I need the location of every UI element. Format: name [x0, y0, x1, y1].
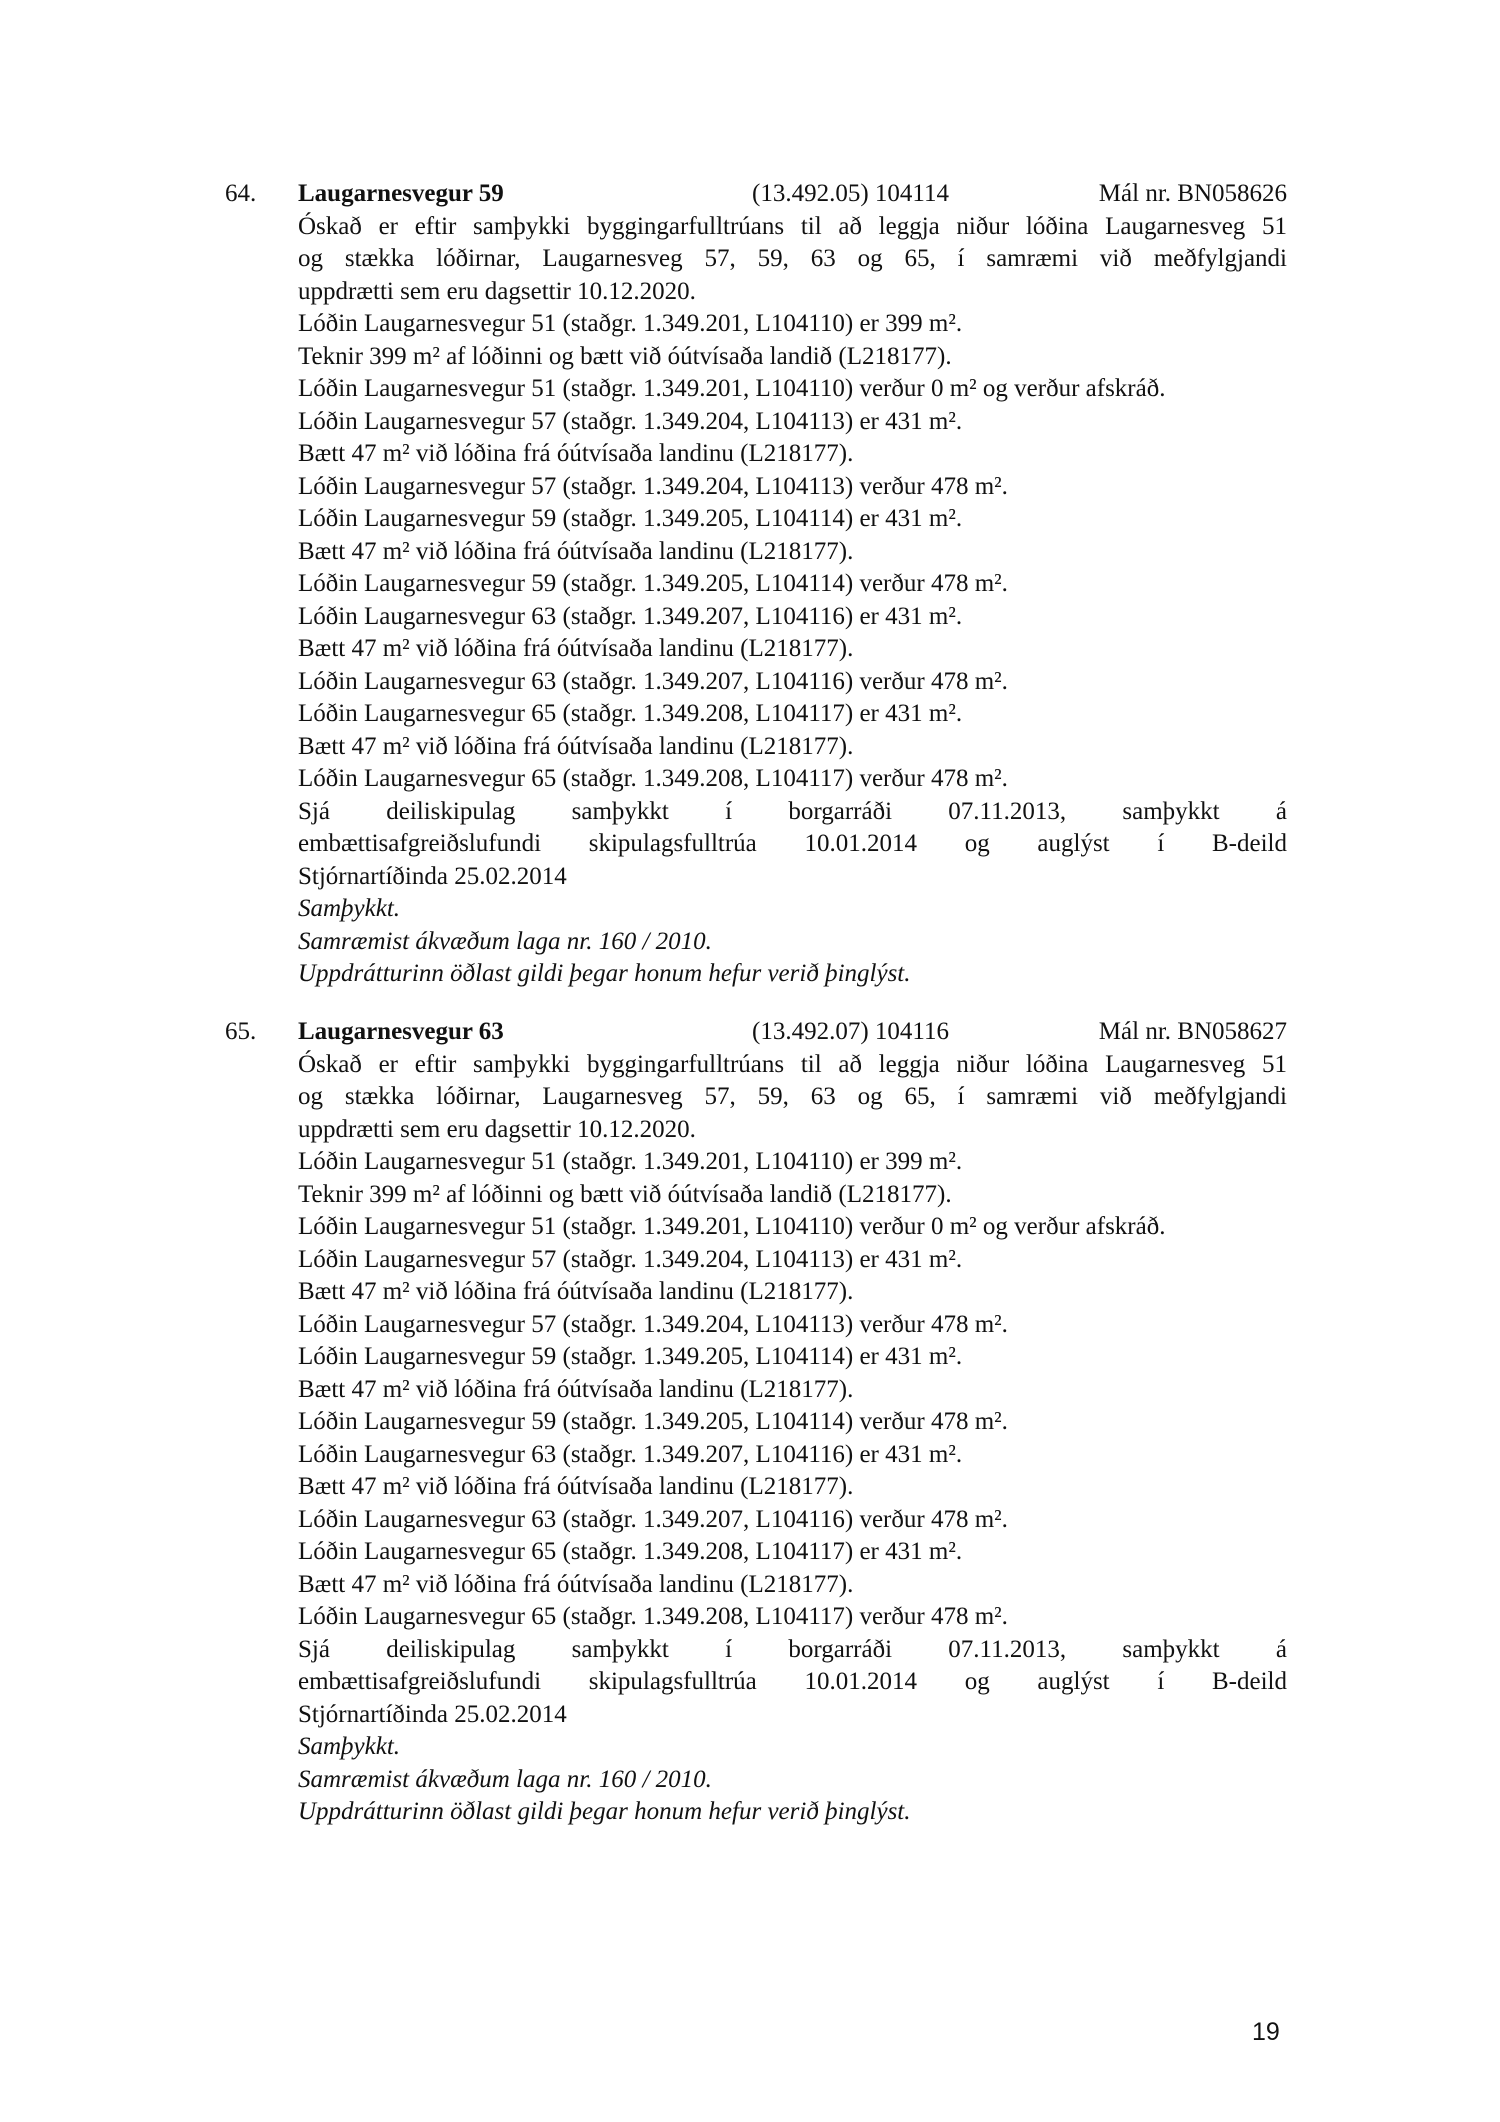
- lot-line: Lóðin Laugarnesvegur 51 (staðgr. 1.349.201, L104110) verður 0 m² og verður afskráð.: [298, 375, 1166, 402]
- lot-line: Bætt 47 m² við lóðina frá óútvísaða landinu (L218177).: [298, 1570, 854, 1598]
- property-ids: (13.492.05) 104114: [752, 180, 949, 207]
- case-title: Laugarnesvegur 59: [298, 180, 504, 207]
- page-number: 19: [1252, 2018, 1280, 2046]
- plan-line: embættisafgreiðslufundi skipulagsfulltrúa 10.01.2014 og auglýst í B-deild: [298, 1668, 1287, 1695]
- lot-line: Lóðin Laugarnesvegur 63 (staðgr. 1.349.207, L104116) er 431 m².: [298, 1440, 963, 1468]
- lot-line: Lóðin Laugarnesvegur 51 (staðgr. 1.349.201, L104110) er 399 m².: [298, 310, 963, 337]
- lot-line: Bætt 47 m² við lóðina frá óútvísaða landinu (L218177).: [298, 635, 854, 662]
- lot-line: Lóðin Laugarnesvegur 59 (staðgr. 1.349.205, L104114) verður 478 m².: [298, 570, 1008, 597]
- plan-line: Stjórnartíðinda 25.02.2014: [298, 1700, 567, 1728]
- request-line: og stækka lóðirnar, Laugarnesveg 57, 59, 63 og 65, í samræmi við meðfylgjandi: [298, 1083, 1287, 1110]
- lot-line: Lóðin Laugarnesvegur 63 (staðgr. 1.349.207, L104116) verður 478 m².: [298, 667, 1008, 695]
- lot-line: Lóðin Laugarnesvegur 51 (staðgr. 1.349.201, L104110) er 399 m².: [298, 1148, 963, 1175]
- validity-text: Uppdrátturinn öðlast gildi þegar honum hefur verið þinglýst.: [298, 960, 911, 987]
- lot-line: Bætt 47 m² við lóðina frá óútvísaða landinu (L218177).: [298, 1375, 854, 1403]
- lot-line: Bætt 47 m² við lóðina frá óútvísaða landinu (L218177).: [298, 440, 854, 467]
- law-text: Samræmist ákvæðum laga nr. 160 / 2010.: [298, 1765, 712, 1793]
- plan-line: embættisafgreiðslufundi skipulagsfulltrúa 10.01.2014 og auglýst í B-deild: [298, 830, 1287, 857]
- lot-line: Lóðin Laugarnesvegur 59 (staðgr. 1.349.205, L104114) verður 478 m².: [298, 1408, 1008, 1435]
- case-number: 65.: [225, 1018, 257, 1045]
- lot-line: Bætt 47 m² við lóðina frá óútvísaða landinu (L218177).: [298, 732, 854, 760]
- lot-line: Lóðin Laugarnesvegur 51 (staðgr. 1.349.201, L104110) verður 0 m² og verður afskráð.: [298, 1213, 1166, 1240]
- lot-line: Lóðin Laugarnesvegur 57 (staðgr. 1.349.204, L104113) verður 478 m².: [298, 472, 1008, 500]
- lot-line: Lóðin Laugarnesvegur 63 (staðgr. 1.349.207, L104116) er 431 m².: [298, 602, 963, 630]
- case-body: [298, 211, 1287, 991]
- lot-line: Lóðin Laugarnesvegur 59 (staðgr. 1.349.205, L104114) er 431 m².: [298, 1343, 963, 1370]
- plan-line: Sjá deiliskipulag samþykkt í borgarráði 07.11.2013, samþykkt á: [298, 1635, 1287, 1663]
- lot-line: Bætt 47 m² við lóðina frá óútvísaða landinu (L218177).: [298, 1278, 854, 1305]
- request-line: Óskað er eftir samþykki byggingarfulltrúans til að leggja niður lóðina Laugarnesveg 51: [298, 1050, 1287, 1078]
- request-line: uppdrætti sem eru dagsettir 10.12.2020.: [298, 1115, 696, 1143]
- case-body: [298, 1049, 1287, 1829]
- plan-line: Stjórnartíðinda 25.02.2014: [298, 862, 567, 890]
- lot-line: Lóðin Laugarnesvegur 59 (staðgr. 1.349.205, L104114) er 431 m².: [298, 505, 963, 532]
- request-line: og stækka lóðirnar, Laugarnesveg 57, 59, 63 og 65, í samræmi við meðfylgjandi: [298, 245, 1287, 272]
- case-reference: Mál nr. BN058626: [1098, 180, 1287, 207]
- decision-text: Samþykkt.: [298, 895, 401, 922]
- property-ids: (13.492.07) 104116: [752, 1018, 949, 1045]
- lot-line: Bætt 47 m² við lóðina frá óútvísaða landinu (L218177).: [298, 537, 854, 565]
- law-text: Samræmist ákvæðum laga nr. 160 / 2010.: [298, 927, 712, 955]
- decision-text: Samþykkt.: [298, 1733, 401, 1760]
- case-64: [225, 178, 1287, 991]
- case-header: [225, 1016, 1287, 1049]
- lot-line: Teknir 399 m² af lóðinni og bætt við óútvísaða landið (L218177).: [298, 1180, 952, 1208]
- lot-line: Lóðin Laugarnesvegur 57 (staðgr. 1.349.204, L104113) verður 478 m².: [298, 1310, 1008, 1338]
- lot-line: Lóðin Laugarnesvegur 63 (staðgr. 1.349.207, L104116) verður 478 m².: [298, 1505, 1008, 1533]
- request-line: Óskað er eftir samþykki byggingarfulltrúans til að leggja niður lóðina Laugarnesveg 51: [298, 212, 1287, 240]
- request-line: uppdrætti sem eru dagsettir 10.12.2020.: [298, 277, 696, 305]
- lot-line: Teknir 399 m² af lóðinni og bætt við óútvísaða landið (L218177).: [298, 342, 952, 370]
- case-title: Laugarnesvegur 63: [298, 1018, 504, 1045]
- case-header: [225, 178, 1287, 211]
- case-reference: Mál nr. BN058627: [1098, 1018, 1287, 1045]
- lot-line: Lóðin Laugarnesvegur 65 (staðgr. 1.349.208, L104117) er 431 m².: [298, 1538, 963, 1565]
- lot-line: Bætt 47 m² við lóðina frá óútvísaða landinu (L218177).: [298, 1473, 854, 1500]
- lot-line: Lóðin Laugarnesvegur 65 (staðgr. 1.349.208, L104117) verður 478 m².: [298, 1603, 1008, 1630]
- lot-line: Lóðin Laugarnesvegur 57 (staðgr. 1.349.204, L104113) er 431 m².: [298, 1245, 963, 1273]
- case-65: [225, 1016, 1287, 1829]
- lot-line: Lóðin Laugarnesvegur 65 (staðgr. 1.349.208, L104117) er 431 m².: [298, 700, 963, 727]
- lot-line: Lóðin Laugarnesvegur 65 (staðgr. 1.349.208, L104117) verður 478 m².: [298, 765, 1008, 792]
- validity-text: Uppdrátturinn öðlast gildi þegar honum hefur verið þinglýst.: [298, 1798, 911, 1825]
- lot-line: Lóðin Laugarnesvegur 57 (staðgr. 1.349.204, L104113) er 431 m².: [298, 407, 963, 435]
- case-number: 64.: [225, 180, 257, 207]
- plan-line: Sjá deiliskipulag samþykkt í borgarráði 07.11.2013, samþykkt á: [298, 797, 1287, 825]
